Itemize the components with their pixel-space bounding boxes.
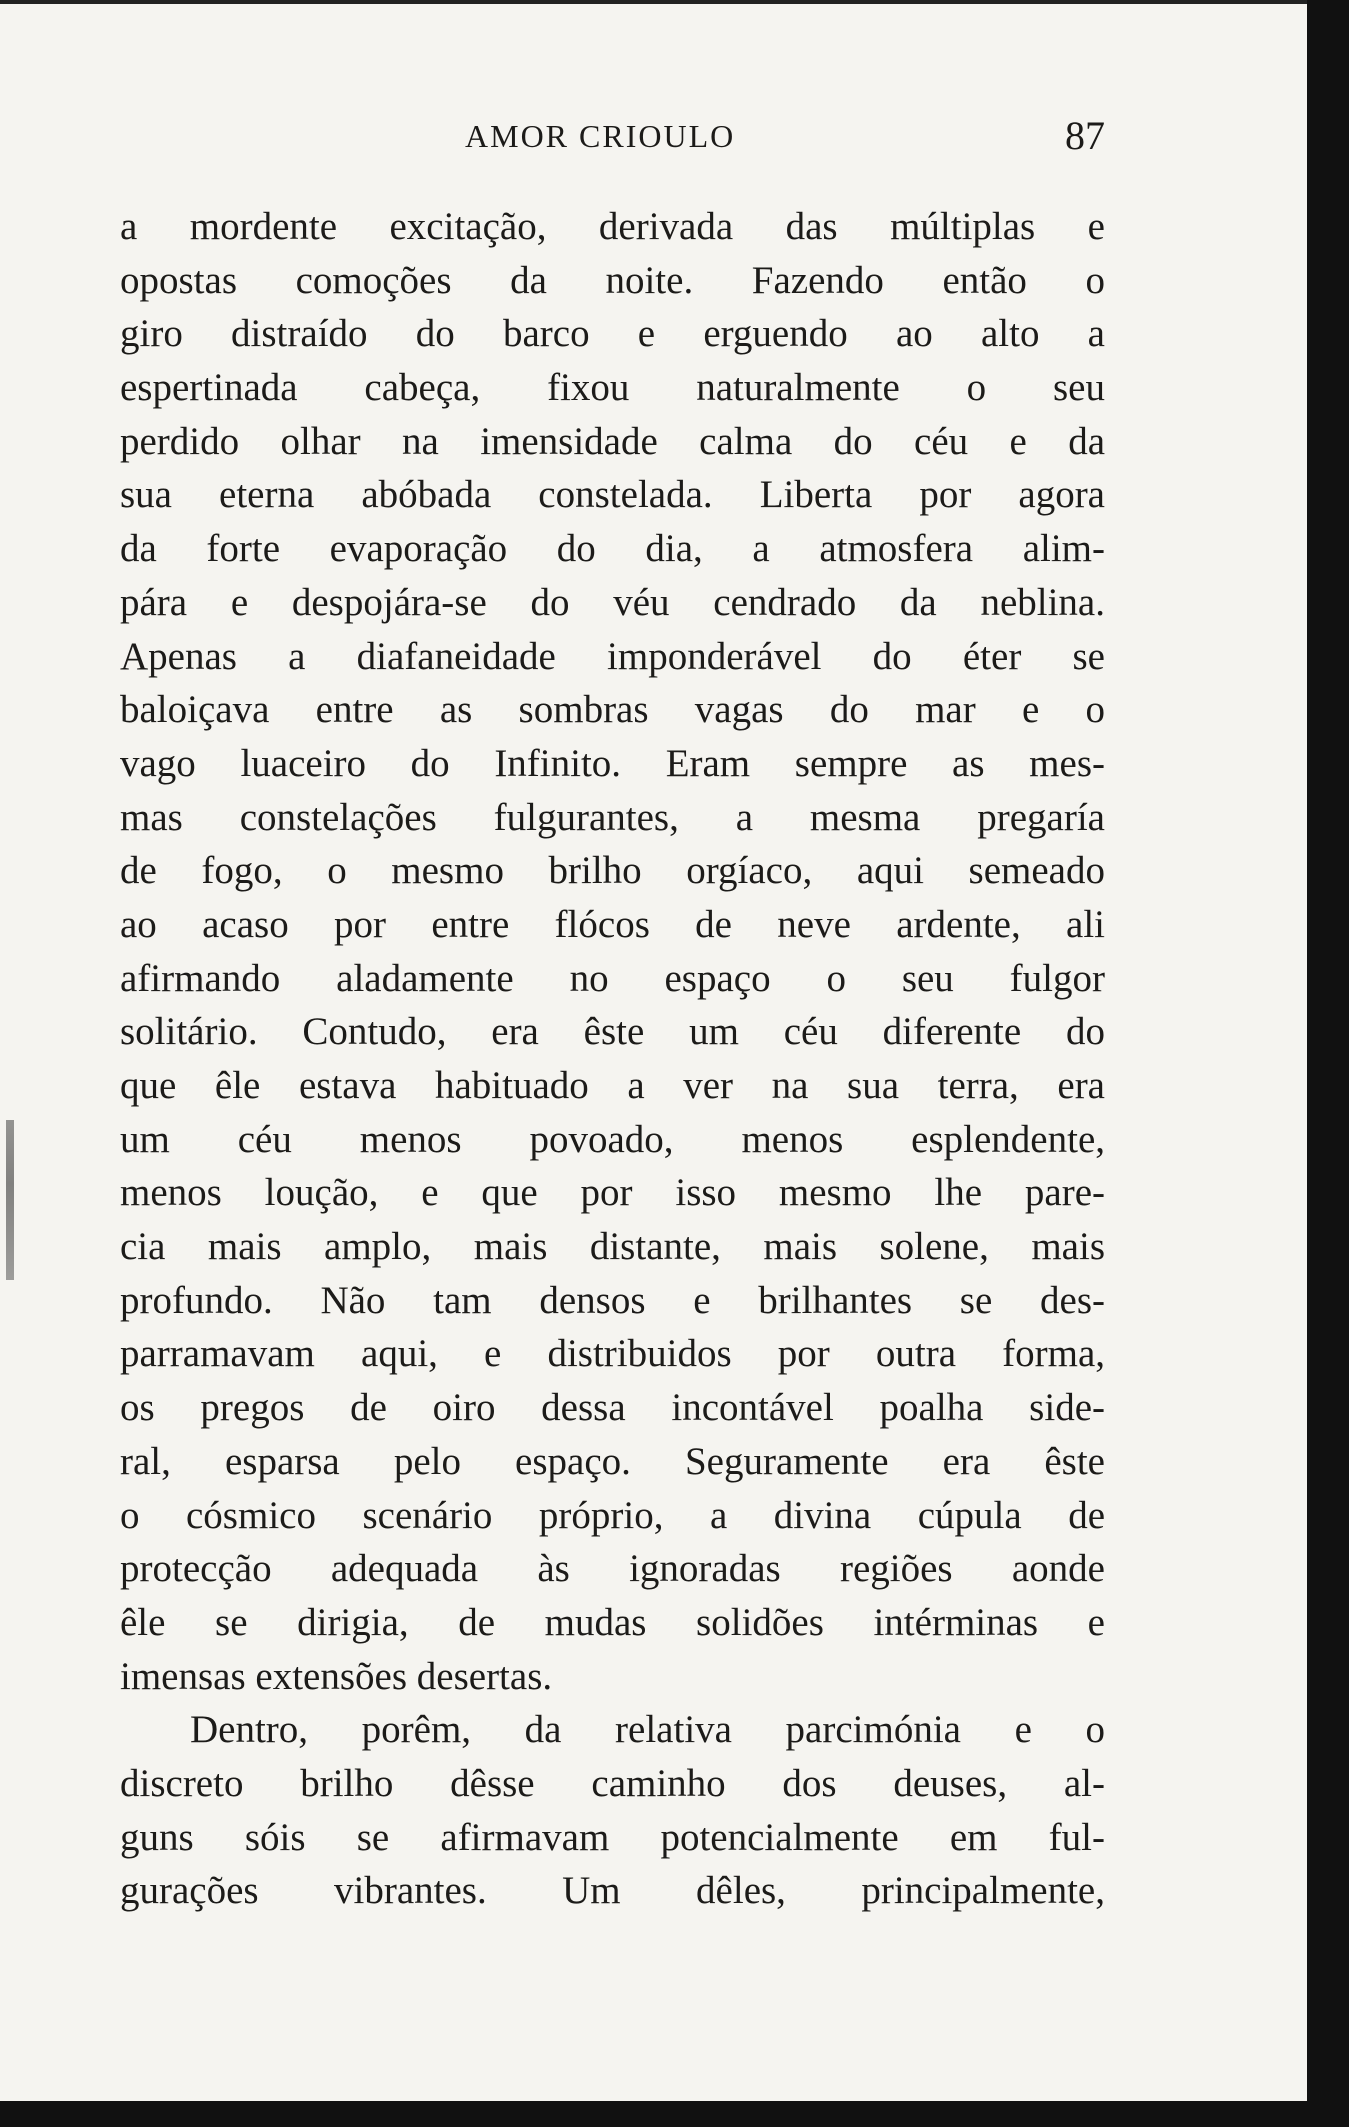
text-line: vago luaceiro do Infinito. Eram sempre as mes-: [120, 741, 1105, 785]
text-line: giro distraído do barco e erguendo ao alto a: [120, 312, 1105, 356]
text-line: protecção adequada às ignoradas regiões aonde: [120, 1547, 1105, 1591]
text-line: baloiçava entre as sombras vagas do mar e o: [120, 688, 1105, 732]
text-line: êle se dirigia, de mudas solidões intérminas e: [120, 1600, 1105, 1644]
page-header: [120, 113, 1105, 168]
text-line: discreto brilho dêsse caminho dos deuses, al-: [120, 1761, 1105, 1805]
text-line: ao acaso por entre flócos de neve ardente, ali: [120, 902, 1105, 946]
text-line: guns sóis se afirmavam potencialmente em ful-: [120, 1815, 1105, 1859]
text-line: os pregos de oiro dessa incontável poalha side-: [120, 1386, 1105, 1430]
text-line: pára e despojára-se do véu cendrado da neblina.: [120, 580, 1105, 624]
scan-bottom-edge: [0, 2101, 1349, 2127]
text-line: de fogo, o mesmo brilho orgíaco, aqui semeado: [120, 849, 1105, 893]
text-line: o cósmico scenário próprio, a divina cúpula de: [120, 1493, 1105, 1537]
paragraph-first-line: Dentro, porêm, da relativa parcimónia e o: [190, 1708, 1105, 1752]
text-line: que êle estava habituado a ver na sua terra, era: [120, 1064, 1105, 1107]
text-line: gurações vibrantes. Um dêles, principalmente,: [120, 1869, 1105, 1913]
body-text: [120, 200, 1105, 1918]
scan-right-edge: [1307, 0, 1349, 2127]
text-line: perdido olhar na imensidade calma do céu e da: [120, 419, 1105, 463]
text-line: mas constelações fulgurantes, a mesma pregaría: [120, 795, 1105, 839]
running-title: AMOR CRIOULO: [465, 118, 736, 154]
text-line: da forte evaporação do dia, a atmosfera alim-: [120, 527, 1105, 571]
page-number: 87: [1065, 113, 1105, 158]
text-line: sua eterna abóbada constelada. Liberta por agora: [120, 473, 1105, 517]
binding-shadow: [6, 1120, 14, 1280]
scan-top-edge: [0, 0, 1349, 4]
text-line: ral, esparsa pelo espaço. Seguramente era êste: [120, 1439, 1105, 1483]
text-line: menos loução, e que por isso mesmo lhe pare-: [120, 1171, 1105, 1215]
text-line: Apenas a diafaneidade imponderável do éter se: [120, 634, 1105, 678]
text-line: afirmando aladamente no espaço o seu fulgor: [120, 956, 1105, 1000]
text-line: parramavam aqui, e distribuidos por outra forma,: [120, 1332, 1105, 1376]
text-line: cia mais amplo, mais distante, mais solene, mais: [120, 1225, 1105, 1269]
text-line: opostas comoções da noite. Fazendo então o: [120, 258, 1105, 302]
text-line: solitário. Contudo, era êste um céu diferente do: [120, 1010, 1105, 1054]
text-line: a mordente excitação, derivada das múltiplas e: [120, 205, 1105, 248]
paragraph-last-line: imensas extensões desertas.: [120, 1654, 553, 1698]
text-line: um céu menos povoado, menos esplendente,: [120, 1117, 1105, 1161]
text-line: profundo. Não tam densos e brilhantes se des-: [120, 1278, 1105, 1322]
text-line: espertinada cabeça, fixou naturalmente o seu: [120, 366, 1105, 410]
